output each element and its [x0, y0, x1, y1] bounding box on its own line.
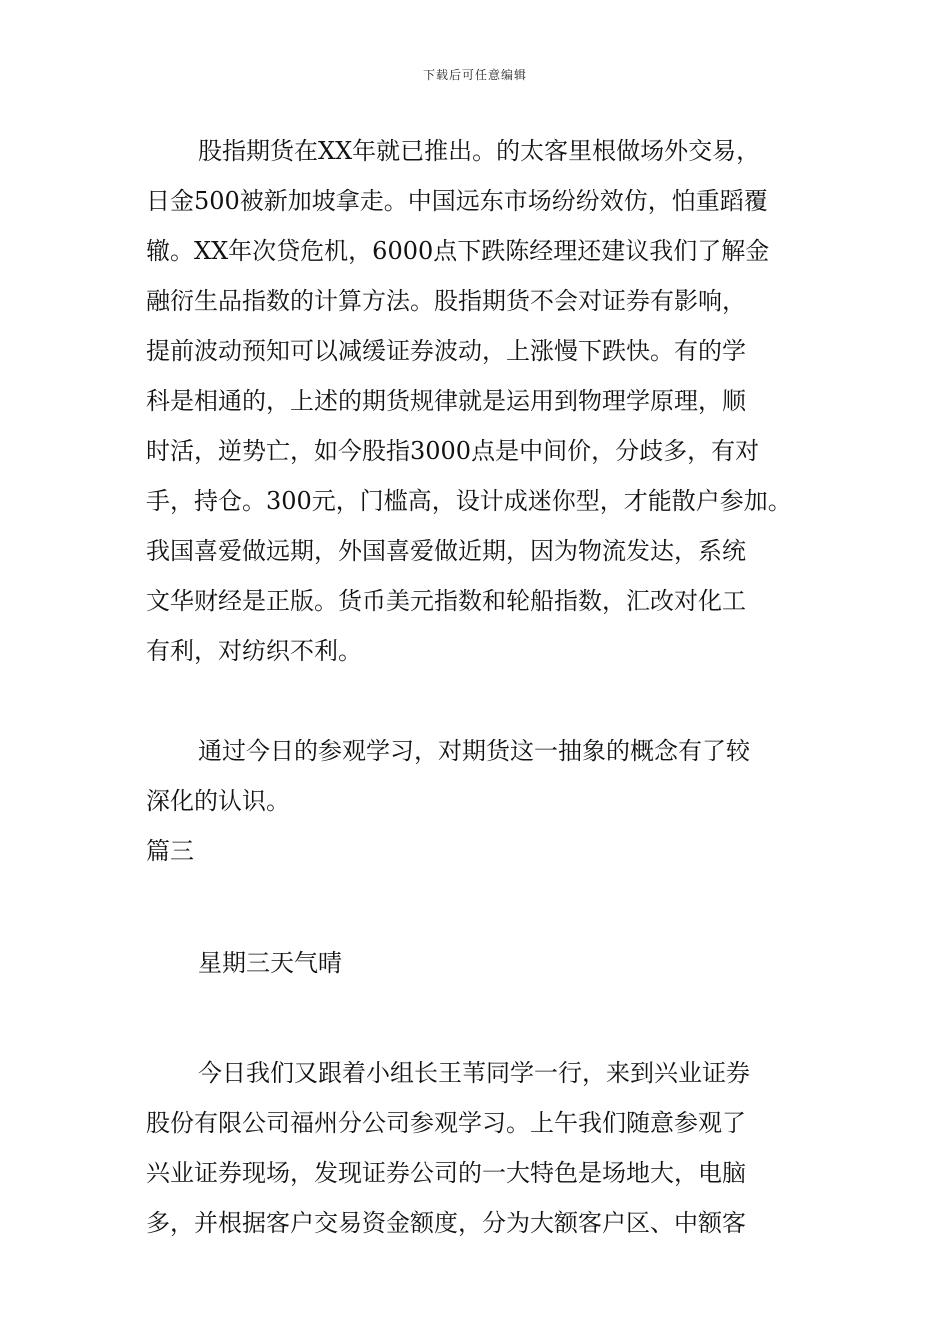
date-line: 星期三天气晴 [198, 949, 342, 977]
paragraph-3 [146, 1048, 812, 1248]
paragraph-2 [146, 726, 812, 826]
document-body [146, 126, 812, 1248]
text-line: 股份有限公司福州分公司参观学习。上午我们随意参观了 [146, 1109, 746, 1137]
text-line: 融衍生品指数的计算方法。股指期货不会对证券有影响， [146, 287, 746, 315]
date-line-block [146, 938, 812, 988]
section-title: 篇三 [146, 837, 194, 865]
header-note: 下载后可任意编辑 [422, 68, 527, 82]
text-line: 我国喜爱做远期，外国喜爱做近期，因为物流发达，系统 [146, 537, 746, 565]
text-line: 有利，对纺织不利。 [146, 637, 362, 665]
text-line: 通过今日的参观学习，对期货这一抽象的概念有了较 [198, 737, 750, 765]
text-line: 日金500被新加坡拿走。中国远东市场纷纷效仿，怕重蹈覆 [146, 187, 768, 215]
spacer [146, 676, 812, 726]
text-line: 股指期货在XX年就已推出。的太客里根做场外交易， [198, 137, 761, 165]
text-line: 科是相通的，上述的期货规律就是运用到物理学原理，顺 [146, 387, 746, 415]
text-line: 深化的认识。 [146, 787, 290, 815]
text-line: 今日我们又跟着小组长王苇同学一行，来到兴业证券 [198, 1059, 750, 1087]
text-line: 时活，逆势亡，如今股指3000点是中间价，分歧多，有对 [146, 437, 760, 465]
paragraph-1 [146, 126, 812, 676]
text-line: 多，并根据客户交易资金额度，分为大额客户区、中额客 [146, 1209, 746, 1237]
spacer [146, 876, 812, 938]
text-line: 辙。XX年次贷危机，6000点下跌陈经理还建议我们了解金 [146, 237, 770, 265]
text-line: 手，持仓。300元，门槛高，设计成迷你型，才能散户参加。 [146, 487, 792, 515]
text-line: 提前波动预知可以减缓证券波动，上涨慢下跌快。有的学 [146, 337, 746, 365]
text-line: 兴业证券现场，发现证券公司的一大特色是场地大，电脑 [146, 1159, 746, 1187]
text-line: 文华财经是正版。货币美元指数和轮船指数，汇改对化工 [146, 587, 746, 615]
spacer [146, 988, 812, 1048]
